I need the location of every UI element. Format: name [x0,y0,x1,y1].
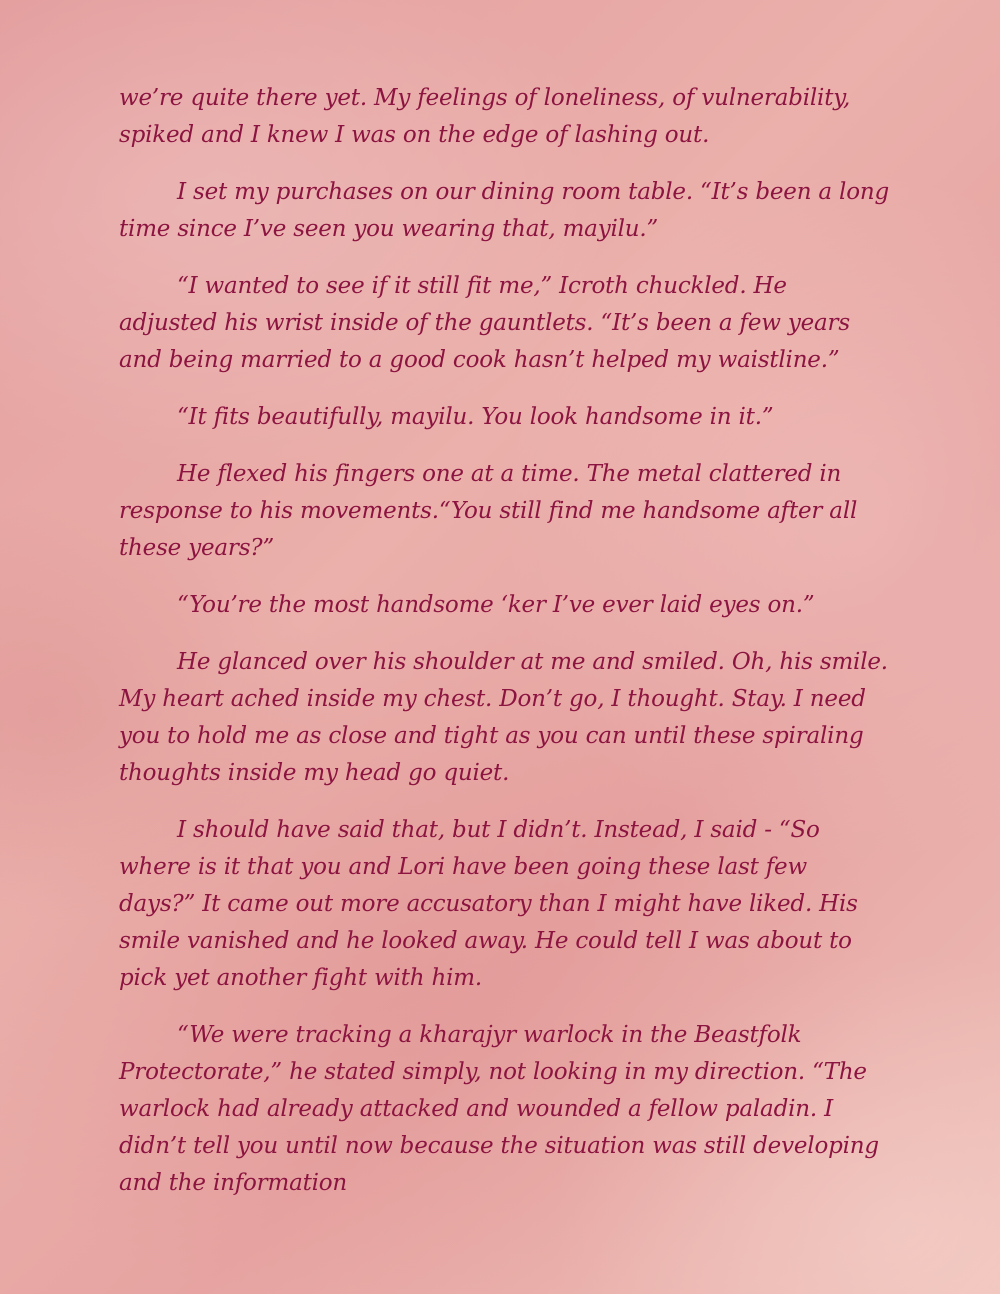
paragraph-4: “It fits beautifully, mayilu. You look handsome in it.” [177,404,774,430]
paragraph-6: “You’re the most handsome ‘ker I’ve ever laid eyes on.” [177,592,815,618]
paragraph-5: He flexed his fingers one at a time. The metal clattered in response to his movements.“You still find me handsome after all these years?” [119,461,858,561]
paragraph-3: “I wanted to see if it still fit me,” Icroth chuckled. He adjusted his wrist inside of the gauntlets. “It’s been a few years and being married to a good cook hasn’t helped my waistline.” [119,273,850,373]
paragraph-2: I set my purchases on our dining room table. “It’s been a long time since I’ve seen you wearing that, mayilu.” [119,179,889,242]
paragraph-8: I should have said that, but I didn’t. Instead, I said - “So where is it that you and Lori have been going these last few days?” It came out more accusatory than I might have liked. His smile vanished and he looked away. He could tell I was about to pick yet another fight with him. [119,817,858,991]
paragraph-9: “We were tracking a kharajyr warlock in the Beastfolk Protectorate,” he stated simply, not looking in my direction. “The warlock had already attacked and wounded a fellow paladin. I didn’t tell you until now because the situation was still developing and the information [119,1022,879,1196]
paragraph-7: He glanced over his shoulder at me and smiled. Oh, his smile. My heart ached inside my chest. Don’t go, I thought. Stay. I need you to hold me as close and tight as you can until these spiraling thoughts inside my head go quiet. [119,649,888,786]
document-page [119,80,889,1222]
paragraph-1: we’re quite there yet. My feelings of loneliness, of vulnerability, spiked and I knew I was on the edge of lashing out. [119,85,851,148]
